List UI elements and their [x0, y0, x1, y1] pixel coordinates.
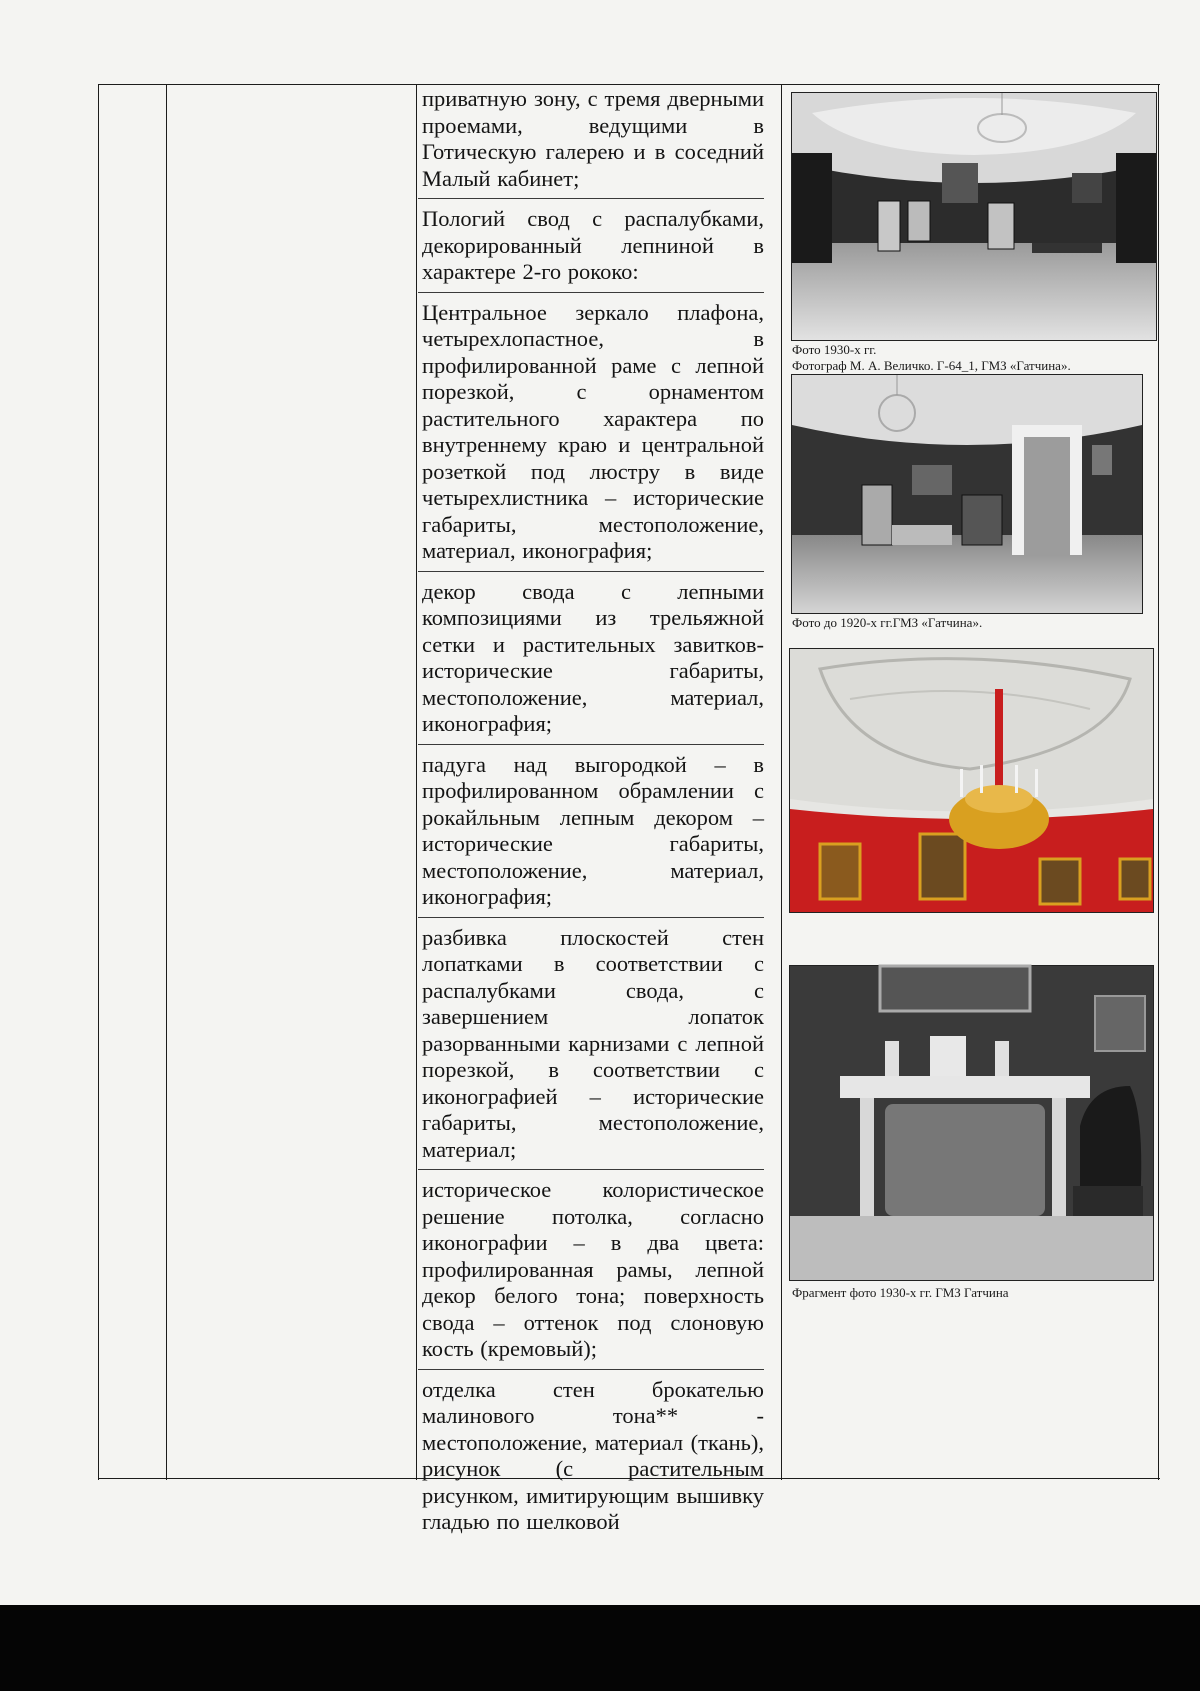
paragraph-8: отделка стен брокателью малинового тона** - местоположение, материал (ткань), рисунок (с растительным рисунком, имитирующим вышивку гладью по шелковой: [422, 1376, 764, 1534]
table-border-right: [1158, 84, 1159, 1480]
column-divider-2: [416, 84, 417, 1480]
paragraph-3: Центральное зеркало плафона, четырехлопастное, в профилированной раме с лепной порезкой, с орнаментом растительного характера по внутреннему краю и центральной розеткой под люстру в виде четырехлистника – исторические габариты, местоположение, материал, иконография;: [418, 293, 764, 572]
photo-salon-pre-1920s-image: [792, 375, 1142, 613]
paragraph-1: приватную зону, с тремя дверными проемами, ведущими в Готическую галерею и в соседний Малый кабинет;: [418, 84, 764, 199]
description-column: [418, 84, 764, 1534]
photo-fireplace-fragment: [789, 965, 1154, 1281]
table-border-left: [98, 84, 99, 1480]
photo-salon-1930s: [791, 92, 1157, 341]
paragraph-2: Пологий свод с распалубками, декорированный лепниной в характере 2-го рококо:: [418, 199, 764, 293]
column-divider-3: [781, 84, 782, 1480]
paragraph-4: декор свода с лепными композициями из трельяжной сетки и растительных завитков- исторические габариты, местоположение, материал, иконография;: [418, 572, 764, 745]
photo-salon-pre-1920s-caption: Фото до 1920-х гг.ГМЗ «Гатчина».: [792, 615, 983, 630]
photo-fireplace-fragment-image: [790, 966, 1153, 1280]
column-divider-1: [166, 84, 167, 1480]
photo-fireplace-fragment-caption: Фрагмент фото 1930-х гг. ГМЗ Гатчина: [792, 1285, 1009, 1300]
photo-salon-1930s-image: [792, 93, 1156, 340]
photo-salon-pre-1920s: [791, 374, 1143, 614]
paragraph-7: историческое колористическое решение потолка, согласно иконографии – в два цвета: профилированная рамы, лепной декор белого тона; поверхность свода – оттенок под слоновую кость (кремовый);: [418, 1170, 764, 1370]
scan-bottom-edge: [0, 1605, 1200, 1691]
photo-salon-color: [789, 648, 1154, 913]
photo-salon-color-image: [790, 649, 1153, 912]
paragraph-5: падуга над выгородкой – в профилированном обрамлении с рокайльным лепным декором – исторические габариты, местоположение, материал, иконография;: [418, 745, 764, 918]
photo-salon-1930s-caption-line2: Фотограф М. А. Величко. Г-64_1, ГМЗ «Гатчина».: [792, 358, 1071, 373]
photo-salon-1930s-caption-line1: Фото 1930-х гг.: [792, 342, 877, 357]
paragraph-6: разбивка плоскостей стен лопатками в соответствии с распалубками свода, с завершением лопаток разорванными карнизами с лепной порезкой, в соответствии с иконографией – исторические габариты, местоположение, материал;: [418, 918, 764, 1171]
